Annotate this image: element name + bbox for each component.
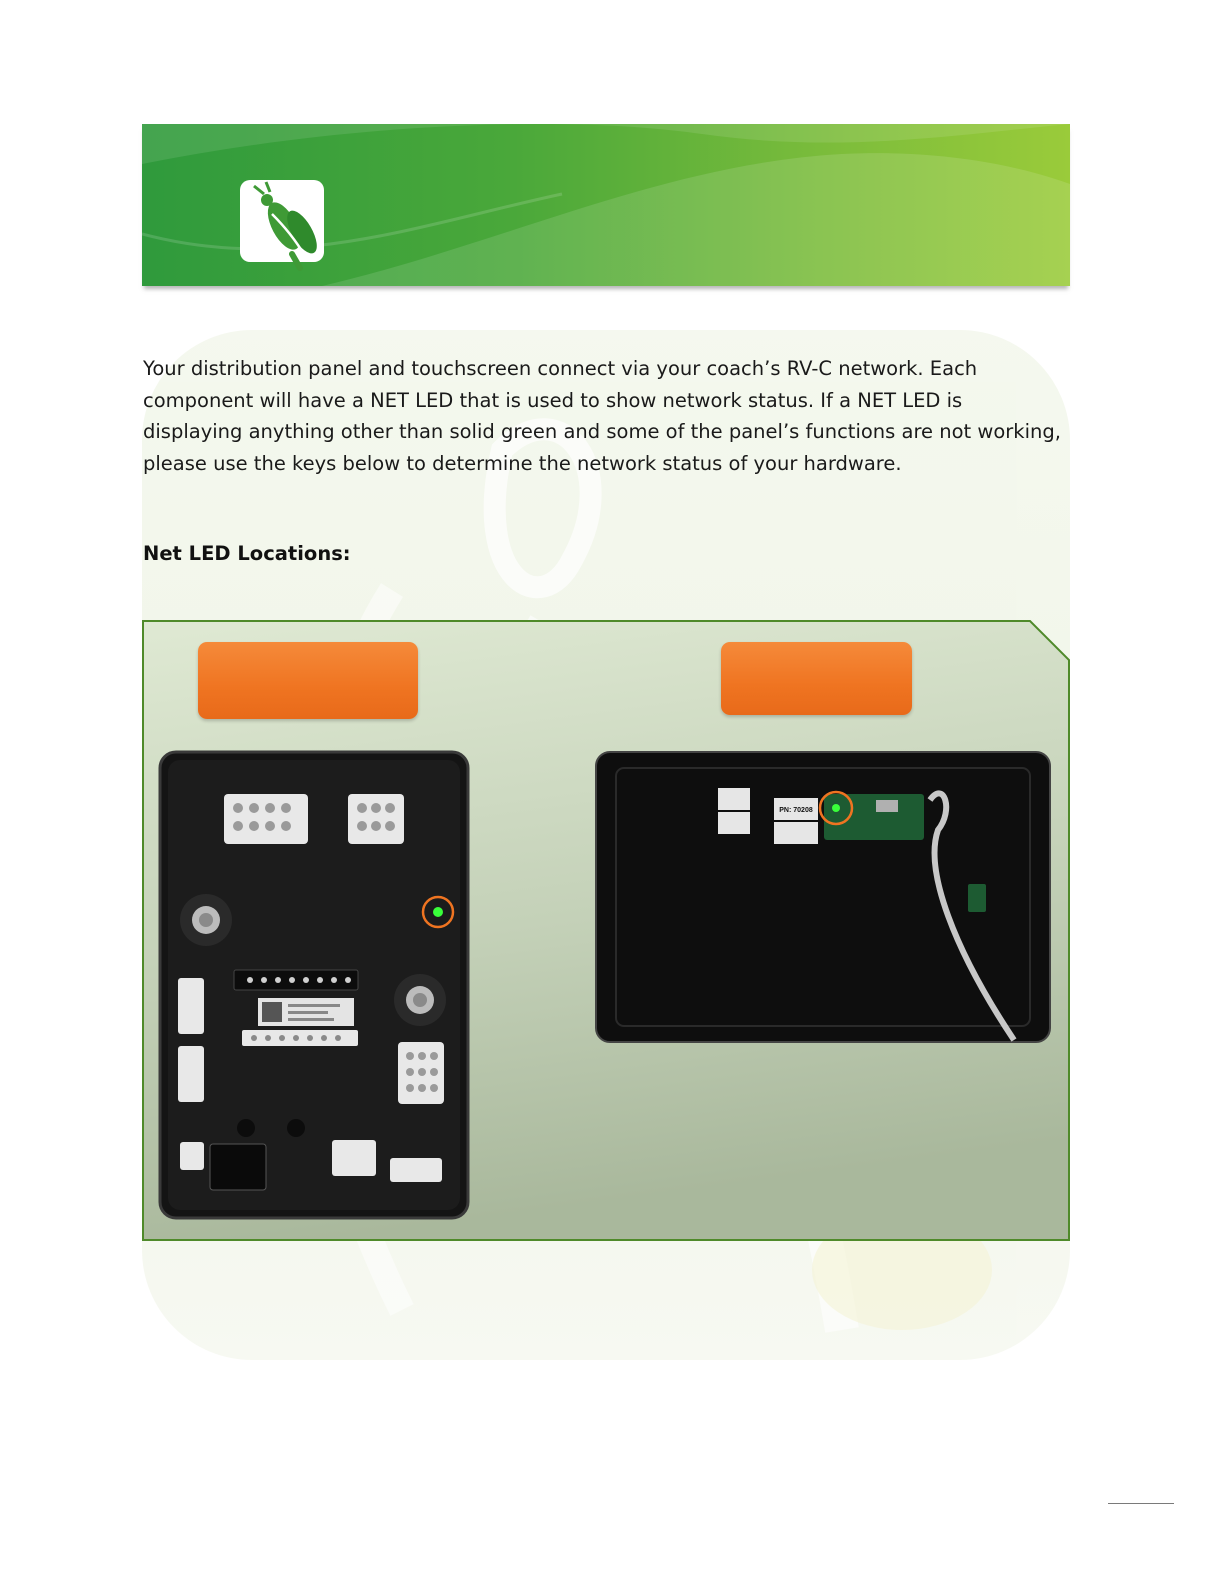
touchscreen-label-box bbox=[721, 642, 912, 715]
header-banner bbox=[142, 124, 1070, 286]
intro-paragraph: Your distribution panel and touchscreen connect via your coach’s RV-C network. Each component will have a NET LED that is used to show network status. If a NET LED is displaying anything other than solid green and some of the panel’s functions are not working, please use the keys below to determine the network status of your hardware. bbox=[143, 357, 1061, 475]
touchscreen-part-number-sticker: PN: 70208 bbox=[779, 807, 813, 814]
distribution-panel-net-led bbox=[433, 907, 443, 917]
firefly-logo bbox=[240, 180, 324, 262]
touchscreen-photo bbox=[594, 750, 1052, 1049]
touchscreen-net-led bbox=[832, 804, 840, 812]
firefly-insect-icon bbox=[240, 180, 324, 262]
distribution-panel-photo bbox=[158, 750, 470, 1225]
section-heading: Net LED Locations: bbox=[143, 542, 351, 565]
net-led-locations-figure bbox=[142, 620, 1070, 1241]
footer-rule bbox=[1108, 1503, 1174, 1504]
distribution-panel-label-box bbox=[198, 642, 418, 719]
